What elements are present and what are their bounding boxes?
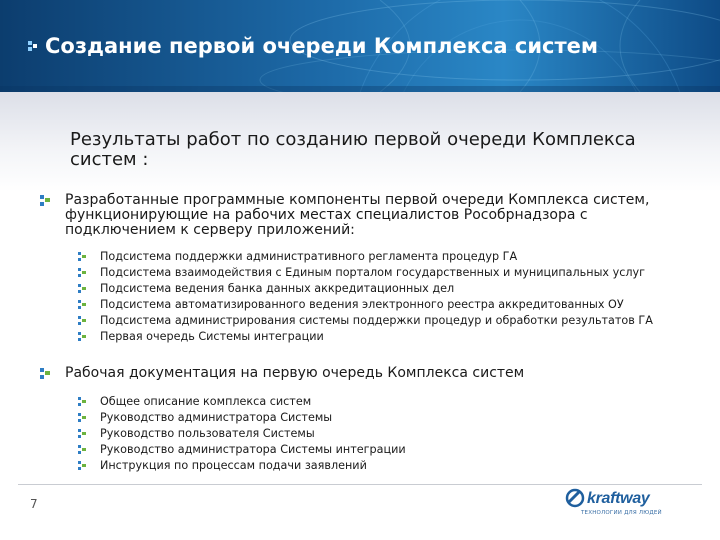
footer-divider xyxy=(18,484,702,485)
list-item-text: Руководство администратора Системы интеграции xyxy=(100,443,406,456)
arrow-bullet-icon xyxy=(28,41,38,51)
arrow-bullet-icon xyxy=(78,316,87,325)
list-item xyxy=(78,442,406,458)
list-item-text: Руководство пользователя Системы xyxy=(100,427,315,440)
arrow-bullet-icon xyxy=(40,195,51,206)
logo-mark-icon xyxy=(565,488,585,508)
list-item-text: Подсистема автоматизированного ведения электронного реестра аккредитованных ОУ xyxy=(100,298,624,311)
arrow-bullet-icon xyxy=(78,413,87,422)
logo-wordmark: kraftway xyxy=(587,490,650,507)
list-item xyxy=(78,281,454,297)
slide-title: Создание первой очереди Комплекса систем xyxy=(45,34,599,58)
list-item xyxy=(78,297,624,313)
list-item xyxy=(78,329,324,345)
slide-subtitle: Результаты работ по созданию первой очереди Комплекса систем : xyxy=(70,129,636,170)
list-item xyxy=(78,410,332,426)
arrow-bullet-icon xyxy=(78,332,87,341)
section-bullet xyxy=(40,193,680,238)
list-item xyxy=(78,426,315,442)
list-item-text: Подсистема взаимодействия с Единым порталом государственных и муниципальных услуг xyxy=(100,266,646,279)
arrow-bullet-icon xyxy=(40,368,51,379)
list-item-text: Подсистема ведения банка данных аккредитационных дел xyxy=(100,282,455,295)
list-item-text: Общее описание комплекса систем xyxy=(100,395,312,408)
arrow-bullet-icon xyxy=(78,268,87,277)
arrow-bullet-icon xyxy=(78,252,87,261)
kraftway-logo xyxy=(565,488,662,516)
list-item xyxy=(78,394,311,410)
page-number: 7 xyxy=(30,497,38,511)
arrow-bullet-icon xyxy=(78,429,87,438)
section-bullet xyxy=(40,366,680,381)
arrow-bullet-icon xyxy=(78,300,87,309)
list-item-text: Руководство администратора Системы xyxy=(100,411,333,424)
list-item xyxy=(78,313,653,329)
section-text: Разработанные программные компоненты первой очереди Комплекса систем, функционирующие на рабочих местах специалистов Рособрнадзора с подключением к серверу приложений: xyxy=(65,192,650,238)
list-item xyxy=(78,458,367,474)
arrow-bullet-icon xyxy=(78,397,87,406)
arrow-bullet-icon xyxy=(78,445,87,454)
section-text: Рабочая документация на первую очередь Комплекса систем xyxy=(65,365,525,381)
slide-header xyxy=(0,0,720,92)
list-item-text: Подсистема администрирования системы поддержки процедур и обработки результатов ГА xyxy=(100,314,653,327)
list-item xyxy=(78,265,645,281)
logo-tagline: ТЕХНОЛОГИИ ДЛЯ ЛЮДЕЙ xyxy=(581,510,662,516)
arrow-bullet-icon xyxy=(78,284,87,293)
list-item-text: Первая очередь Системы интеграции xyxy=(100,330,324,343)
list-item-text: Подсистема поддержки административного регламента процедур ГА xyxy=(100,250,518,263)
list-item-text: Инструкция по процессам подачи заявлений xyxy=(100,459,367,472)
list-item xyxy=(78,249,517,265)
arrow-bullet-icon xyxy=(78,461,87,470)
